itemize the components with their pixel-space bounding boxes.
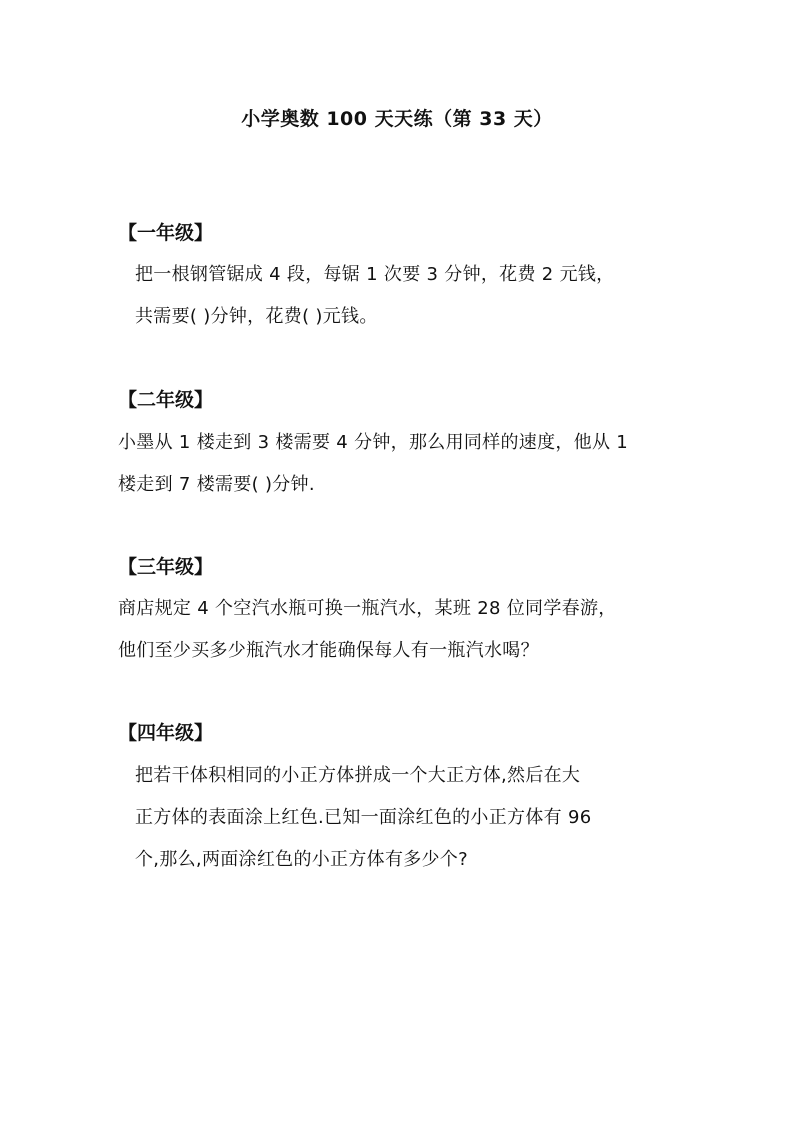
question-line: 商店规定 4 个空汽水瓶可换一瓶汽水，某班 28 位同学春游， — [118, 598, 617, 619]
section-heading-grade-1: 【一年级】 — [118, 222, 214, 244]
question-line: 他们至少买多少瓶汽水才能确保每人有一瓶汽水喝？ — [118, 640, 539, 661]
section-heading-grade-2: 【二年级】 — [118, 389, 214, 411]
question-line: 小墨从 1 楼走到 3 楼需要 4 分钟，那么用同样的速度，他从 1 — [118, 432, 629, 453]
section-heading-grade-4: 【四年级】 — [118, 722, 214, 744]
question-line: 把若干体积相同的小正方体拼成一个大正方体,然后在大 — [135, 765, 581, 786]
question-line: 正方体的表面涂上红色.已知一面涂红色的小正方体有 96 — [135, 807, 592, 828]
section-heading-grade-3: 【三年级】 — [118, 556, 214, 578]
page-title: 小学奥数 100 天天练（第 33 天） — [241, 108, 553, 130]
question-line: 把一根钢管锯成 4 段，每锯 1 次要 3 分钟，花费 2 元钱， — [135, 264, 615, 285]
question-line: 共需要( )分钟，花费( )元钱。 — [135, 306, 378, 327]
question-line: 楼走到 7 楼需要( )分钟. — [118, 474, 315, 495]
question-line: 个,那么,两面涂红色的小正方体有多少个? — [135, 849, 468, 870]
